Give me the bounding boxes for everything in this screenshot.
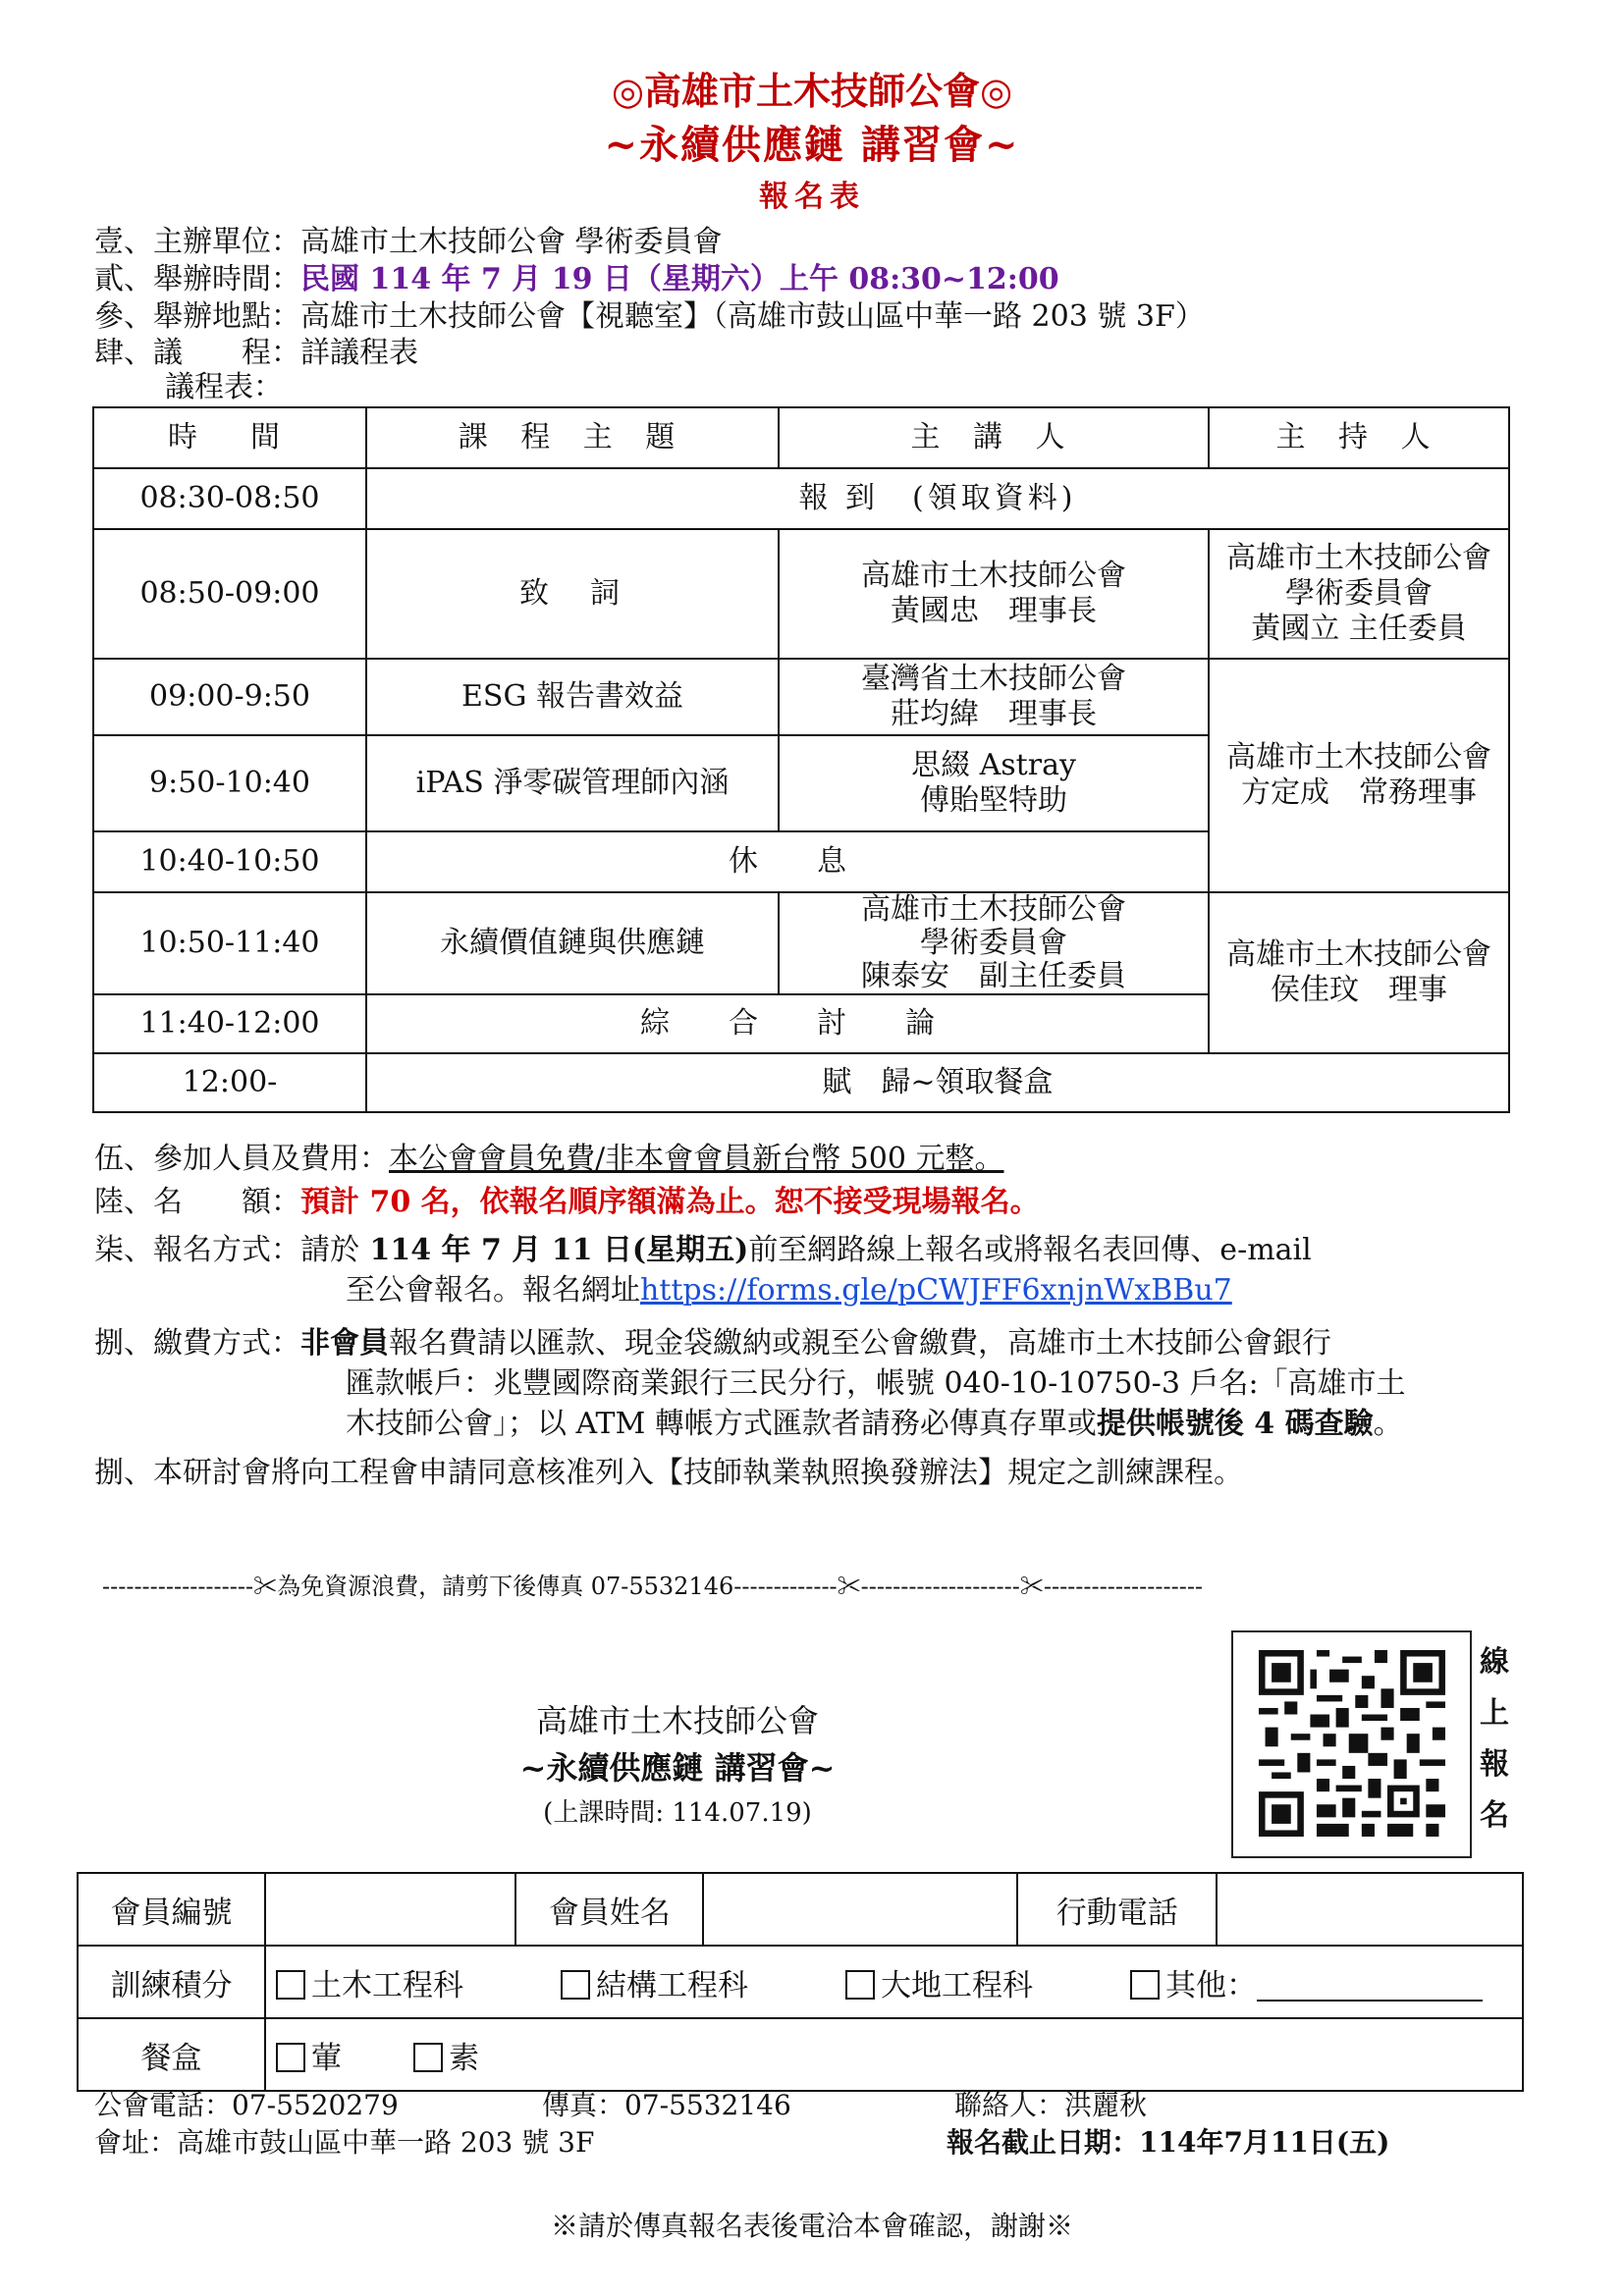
credit-label: 訓練積分	[78, 1946, 265, 2018]
credit-options	[265, 1946, 1523, 2018]
credit-option-other[interactable]	[1130, 1960, 1483, 2004]
form-row-meal	[78, 2018, 1523, 2091]
option-label: 大地工程科	[881, 1967, 1034, 2003]
agenda-header-row	[93, 407, 1509, 468]
meal-option-meat[interactable]	[276, 2033, 413, 2077]
footer-address: 會址：高雄市鼓山區中華一路 203 號 3F	[94, 2126, 595, 2159]
agenda-table	[92, 406, 1510, 1113]
detail-registration	[94, 1232, 1312, 1269]
qr-label-char: 報	[1480, 1747, 1509, 1782]
form-row-member	[78, 1873, 1523, 1946]
detail-pay-line3b: 提供帳號後 4 碼查驗	[1096, 1407, 1374, 1441]
info-time-label: 貳、舉辦時間：	[94, 262, 300, 296]
detail-fee-value: 本公會會員免費/非本會會員新台幣 500 元整。	[389, 1142, 1004, 1176]
option-label: 其他：	[1165, 1967, 1258, 2003]
row-speaker: 臺灣省土木技師公會 莊均緯 理事長	[779, 659, 1209, 735]
table-row	[93, 529, 1509, 659]
detail-pay-b: 報名費請以匯款、現金袋繳納或親至公會繳費，高雄市土木技師公會銀行	[389, 1326, 1331, 1361]
form-row-credit	[78, 1946, 1523, 2018]
detail-payment-line2: 匯款帳戶：兆豐國際商業銀行三民分行，帳號 040-10-10750-3 戶名:「高雄市土	[346, 1366, 1406, 1401]
table-row	[93, 892, 1509, 994]
info-organizer: 壹、主辦單位：高雄市土木技師公會 學術委員會	[94, 225, 723, 259]
detail-pay-line3a: 木技師公會」；以 ATM 轉帳方式匯款者請務必傳真存單或	[346, 1407, 1097, 1441]
header-time: 時 間	[93, 407, 366, 468]
qr-label-char: 上	[1480, 1696, 1509, 1731]
title-form: 報名表	[759, 180, 865, 214]
checkbox[interactable]	[276, 2043, 305, 2072]
qr-code[interactable]	[1259, 1650, 1445, 1837]
row-host: 高雄市土木技師公會 方定成 常務理事	[1209, 659, 1509, 892]
row-time: 08:50-09:00	[93, 529, 366, 659]
detail-pay-label: 捌、繳費方式：	[94, 1326, 300, 1361]
header-speaker: 主 講 人	[779, 407, 1209, 468]
header-topic: 課 程 主 題	[366, 407, 779, 468]
row-speaker: 高雄市土木技師公會 學術委員會 陳泰安 副主任委員	[779, 892, 1209, 994]
detail-payment-line3	[346, 1406, 1403, 1443]
registration-form-table	[77, 1872, 1524, 2092]
checkbox[interactable]	[1130, 1970, 1160, 2000]
title-event: ~永續供應鏈 講習會~	[604, 122, 1020, 168]
row-topic: 致 詞	[366, 529, 779, 659]
detail-reg-line2: 至公會報名。報名網址	[346, 1273, 640, 1308]
row-time: 10:40-10:50	[93, 831, 366, 892]
member-name-field[interactable]	[703, 1873, 1017, 1946]
detail-pay-line3c: 。	[1373, 1407, 1403, 1441]
member-no-label: 會員編號	[78, 1873, 265, 1946]
detail-fee-label: 伍、參加人員及費用：	[94, 1142, 389, 1176]
detail-quota-value: 預計 70 名，依報名順序額滿為止。恕不接受現場報名。	[300, 1185, 1040, 1219]
row-time: 12:00-	[93, 1053, 366, 1112]
row-topic: 綜 合 討 論	[366, 994, 1209, 1053]
checkbox[interactable]	[561, 1970, 590, 2000]
row-time: 9:50-10:40	[93, 735, 366, 831]
row-topic: ESG 報告書效益	[366, 659, 779, 735]
mobile-field[interactable]	[1217, 1873, 1523, 1946]
row-host: 高雄市土木技師公會 學術委員會 黃國立 主任委員	[1209, 529, 1509, 659]
footer-fax: 傳真：07-5532146	[542, 2089, 791, 2121]
credit-option-civil[interactable]	[276, 1960, 561, 2004]
member-name-label: 會員姓名	[515, 1873, 703, 1946]
footer-note: ※請於傳真報名表後電洽本會確認，謝謝※	[550, 2210, 1073, 2242]
row-host: 高雄市土木技師公會 侯佳玟 理事	[1209, 892, 1509, 1053]
option-label: 結構工程科	[596, 1967, 749, 2003]
detail-reg-a: 請於	[300, 1233, 359, 1267]
info-time-value: 民國 114 年 7 月 19 日（星期六）上午 08:30~12:00	[300, 262, 1059, 296]
footer-contact: 聯絡人：洪麗秋	[954, 2089, 1148, 2121]
info-place: 參、舉辦地點：高雄市土木技師公會【視聽室】（高雄市鼓山區中華一路 203 號 3F）	[94, 299, 1205, 334]
row-time: 09:00-9:50	[93, 659, 366, 735]
credit-option-geotech[interactable]	[845, 1960, 1130, 2004]
meal-label: 餐盒	[78, 2018, 265, 2091]
detail-reg-date: 114 年 7 月 11 日(星期五)	[359, 1233, 749, 1267]
header-host: 主 持 人	[1209, 407, 1509, 468]
info-time	[94, 261, 1059, 298]
row-topic: 賦 歸~領取餐盒	[366, 1053, 1509, 1112]
detail-quota-label: 陸、名 額：	[94, 1185, 300, 1219]
table-row	[93, 468, 1509, 529]
row-topic: 永續價值鏈與供應鏈	[366, 892, 779, 994]
row-time: 11:40-12:00	[93, 994, 366, 1053]
checkbox[interactable]	[413, 2043, 443, 2072]
qr-label-char: 名	[1480, 1798, 1509, 1833]
form-org: 高雄市土木技師公會	[535, 1702, 819, 1739]
mobile-label: 行動電話	[1017, 1873, 1217, 1946]
footer-phone: 公會電話：07-5520279	[94, 2089, 399, 2121]
table-row	[93, 1053, 1509, 1112]
form-date: (上課時間: 114.07.19)	[543, 1798, 812, 1828]
row-topic: 報 到 (領取資料)	[366, 468, 1509, 529]
title-org: ◎高雄市土木技師公會◎	[611, 69, 1013, 113]
row-topic: 休 息	[366, 831, 1209, 892]
footer-deadline: 報名截止日期：114年7月11日(五)	[947, 2126, 1390, 2159]
row-speaker: 思綴 Astray 傅貽堅特助	[779, 735, 1209, 831]
qr-label	[1473, 1637, 1516, 1842]
detail-reg-c: 前至網路線上報名或將報名表回傳、e-mail	[748, 1233, 1312, 1267]
detail-payment	[94, 1325, 1331, 1362]
detail-reg-label: 柒、報名方式：	[94, 1233, 300, 1267]
option-label: 葷	[311, 2040, 343, 2076]
meal-options	[265, 2018, 1523, 2091]
detail-pay-a: 非會員	[300, 1326, 389, 1361]
option-label: 素	[449, 2040, 480, 2076]
qr-label-char: 線	[1480, 1645, 1509, 1680]
credit-option-structural[interactable]	[561, 1960, 845, 2004]
detail-fee	[94, 1141, 1003, 1178]
qr-code-frame	[1231, 1630, 1472, 1858]
meal-option-veg[interactable]	[413, 2033, 479, 2077]
row-time: 10:50-11:40	[93, 892, 366, 994]
detail-registration-line2	[346, 1272, 1232, 1309]
row-speaker: 高雄市土木技師公會 黃國忠 理事長	[779, 529, 1209, 659]
option-label: 土木工程科	[311, 1967, 464, 2003]
agenda-table-label: 議程表：	[165, 370, 283, 404]
detail-quota	[94, 1184, 1040, 1221]
checkbox[interactable]	[276, 1970, 305, 2000]
member-no-field[interactable]	[265, 1873, 515, 1946]
info-agenda: 肆、議 程：詳議程表	[94, 336, 418, 370]
detail-training: 捌、本研討會將向工程會申請同意核准列入【技師執業執照換發辦法】規定之訓練課程。	[94, 1456, 1243, 1490]
registration-link[interactable]: https://forms.gle/pCWJFF6xnjnWxBBu7	[640, 1273, 1232, 1308]
row-topic: iPAS 淨零碳管理師內涵	[366, 735, 779, 831]
form-title: ~永續供應鏈 講習會~	[519, 1749, 836, 1787]
table-row	[93, 659, 1509, 735]
row-time: 08:30-08:50	[93, 468, 366, 529]
checkbox[interactable]	[845, 1970, 875, 2000]
cut-line: -------------------✂為免資源浪費，請剪下後傳真 07-5532146-------------✂--------------------✂--------------------	[102, 1573, 1204, 1600]
other-fill-line[interactable]	[1257, 1972, 1483, 2002]
